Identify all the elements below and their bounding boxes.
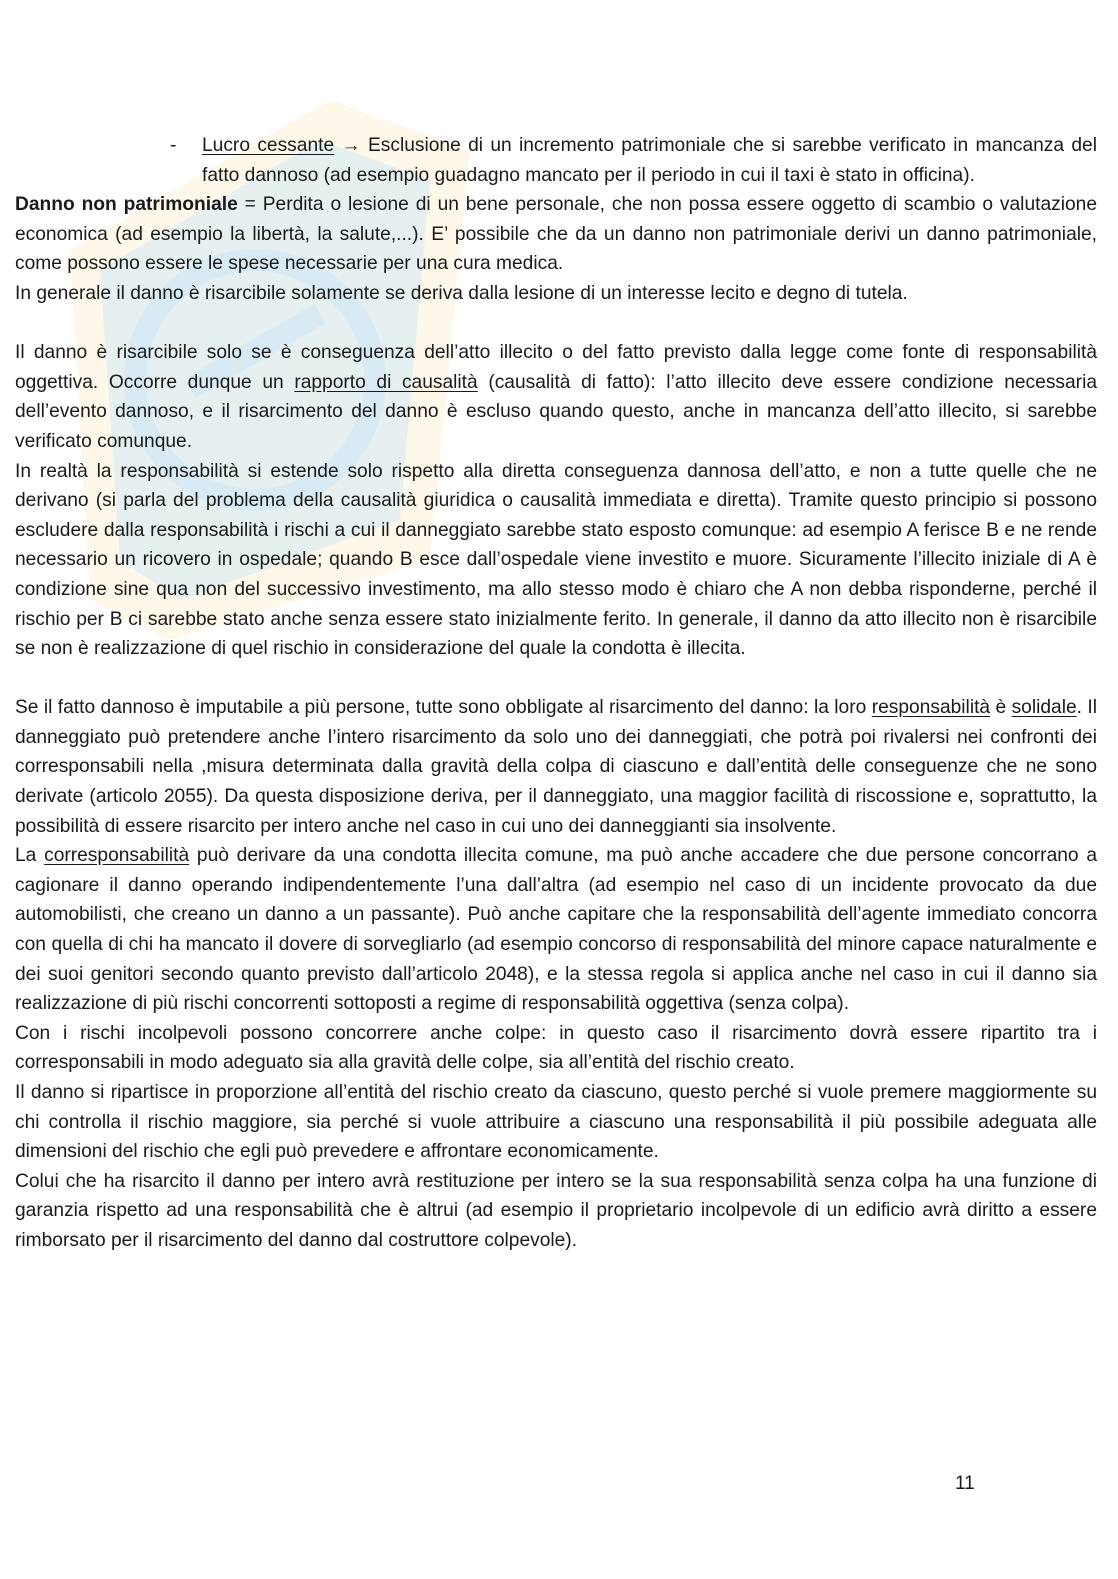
document-body (15, 131, 1097, 1256)
paragraph-causalita (15, 338, 1097, 456)
paragraph-text: = Perdita o lesione di un bene personale, che non possa essere oggetto di scambio o valutazione economica (ad esempio la libertà, la salute,...). E’ possibile che da un danno non patrimoniale derivi un danno patrimoniale, come possono essere le spese necessarie per una cura medica. (15, 194, 1097, 275)
bullet-dash: - (170, 135, 177, 156)
paragraph-text: (causalità di fatto): l’atto illecito deve essere condizione necessaria dell’evento dannoso, e il risarcimento del danno è escluso quando questo, anche in mancanza dell’atto illecito, si sarebbe verificato comunque. (15, 371, 1097, 452)
arrow-symbol: → (341, 135, 361, 156)
term-responsabilita: responsabilità (871, 697, 991, 719)
paragraph-text: Se il fatto dannoso è imputabile a più persone, tutte sono obbligate al risarcimento del danno: la loro (15, 697, 872, 719)
term-danno-non-patrimoniale: Danno non patrimoniale (15, 194, 238, 216)
paragraph-spacer (15, 664, 1097, 694)
paragraph-solidale (15, 693, 1097, 841)
paragraph-text: è (990, 697, 1012, 719)
paragraph-risarcibile: In generale il danno è risarcibile solamente se deriva dalla lesione di un interesse lecito e degno di tutela. (15, 282, 908, 304)
paragraph-realta: In realtà la responsabilità si estende solo rispetto alla diretta conseguenza dannosa dell’atto, e non a tutte quelle che ne derivano (si parla del problema della causalità giuridica o causalità immediata e diretta). Tramite questo principio si possono escludere dalla responsabilità i rischi a cui il danneggiato sarebbe stato esposto comunque: ad esempio A ferisce B e ne rende necessario un ricovero in ospedale; quando B esce dall’ospedale viene investito e muore. Sicuramente l’illecito iniziale di A è condizione sine qua non del successivo investimento, ma allo stesso modo è chiaro che A non debba risponderne, perché il rischio per B ci sarebbe stato anche senza essere stato inizialmente ferito. In generale, il danno da atto illecito non è risarcibile se non è realizzazione di quel rischio in considerazione del quale la condotta è illecita. (15, 460, 1097, 660)
paragraph-text: può derivare da una condotta illecita comune, ma può anche accadere che due persone concorrano a cagionare il danno operando indipendentemente l’una dall’altra (ad esempio nel caso di un incidente provocato da due automobilisti, che creano un danno a un passante). Può anche capitare che la responsabilità dell’agente immediato concorra con quella di chi ha mancato il dovere di sorvegliarlo (ad esempio concorso di responsabilità del minore capace naturalmente e dei suoi genitori secondo quanto previsto dall’articolo 2048), e la stessa regola si applica anche nel caso in cui il danno sia realizzazione di più rischi concorrenti sottoposti a regime di responsabilità oggettiva (senza colpa). (15, 845, 1097, 1015)
paragraph-danno-non-patrimoniale (15, 190, 1097, 279)
bullet-lucro-cessante (15, 131, 1097, 190)
paragraph-text: La (15, 845, 45, 867)
page-number: 11 (955, 1473, 975, 1494)
term-rapporto-di-causalita: rapporto di causalità (294, 371, 478, 393)
term-solidale: solidale (1011, 697, 1077, 719)
term-lucro-cessante: Lucro cessante (202, 135, 335, 156)
paragraph-ripartizione: Il danno si ripartisce in proporzione all’entità del rischio creato da ciascuno, questo perché si vuole premere maggiormente su chi controlla il rischio maggiore, sia perché si vuole attribuire a ciascuno una responsabilità il più possibile adeguata alle dimensioni del rischio che egli può prevedere e affrontare economicamente. (15, 1082, 1097, 1163)
paragraph-rischi-incolpevoli: Con i rischi incolpevoli possono concorrere anche colpe: in questo caso il risarcimento dovrà essere ripartito tra i corresponsabili in modo adeguato sia alla gravità delle colpe, sia all’entità del rischio creato. (15, 1022, 1097, 1074)
bullet-text: Esclusione di un incremento patrimoniale che si sarebbe verificato in mancanza del fatto dannoso (ad esempio guadagno mancato per il periodo in cui il taxi è stato in officina). (202, 135, 1097, 186)
term-corresponsabilita: corresponsabilità (44, 845, 190, 867)
paragraph-text: . Il danneggiato può pretendere anche l’intero risarcimento da solo uno dei danneggiati, che potrà poi rivalersi nei confronti dei corresponsabili nella ,misura determinata dalla gravità della colpa di ciascuno e dall’entità delle conseguenze che ne sono derivate (articolo 2055). Da questa disposizione deriva, per il danneggiato, una maggior facilità di riscossione e, soprattutto, la possibilità di essere risarcito per intero anche nel caso in cui uno dei danneggianti sia insolvente. (15, 697, 1097, 837)
paragraph-restituzione: Colui che ha risarcito il danno per intero avrà restituzione per intero se la sua responsabilità senza colpa ha una funzione di garanzia rispetto ad una responsabilità che è altrui (ad esempio il proprietario incolpevole di un edificio avrà diritto a essere rimborsato per il risarcimento del danno dal costruttore colpevole). (15, 1170, 1097, 1251)
paragraph-text: Il danno è risarcibile solo se è conseguenza dell’atto illecito o del fatto previsto dalla legge come fonte di responsabilità oggettiva. Occorre dunque un (15, 342, 1097, 393)
paragraph-corresponsabilita (15, 841, 1097, 1019)
paragraph-spacer (15, 309, 1097, 339)
